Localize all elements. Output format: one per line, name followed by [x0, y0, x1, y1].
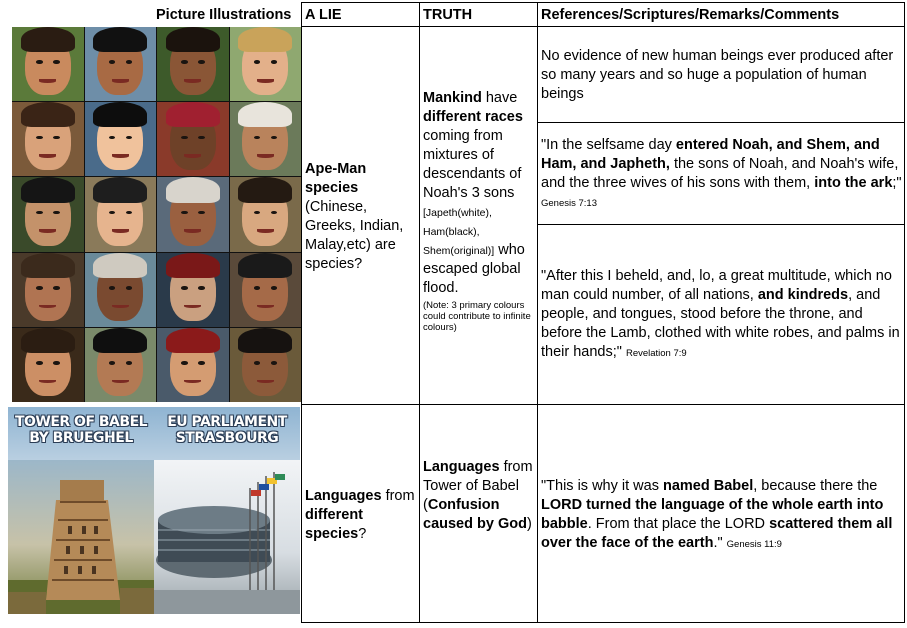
row2-lie-text-2: ? — [358, 526, 367, 542]
row1-lie-bold: Ape-Man species — [305, 161, 367, 196]
portrait-eye — [53, 361, 59, 365]
row1-ref2-text-2: the sons of Noah, and Noah's wife, and the three wives of his sons with them, — [541, 156, 899, 191]
portrait-tile — [85, 328, 157, 402]
portrait-eye — [254, 286, 260, 290]
row1-lie-text: (Chinese, Greeks, Indian, Malay,etc) are species? — [305, 199, 404, 272]
portrait-tile — [157, 27, 229, 101]
row2-ref-text-4: ." — [713, 535, 727, 551]
row-divider — [301, 404, 905, 405]
portrait-hair — [166, 27, 220, 52]
portrait-tile — [230, 177, 302, 251]
row1-truth-text-2: coming from mixtures of descendants of Noah's 3 sons — [423, 128, 522, 201]
portrait-tile — [85, 102, 157, 176]
col-border-left — [301, 2, 302, 623]
portrait-hair — [21, 102, 75, 127]
row2-lie-bold-2: different species — [305, 507, 363, 542]
portrait-mouth — [112, 154, 129, 158]
row1-ref2-bold-2: into the ark — [814, 175, 893, 191]
row2-ref-bold-3: scattered them all over the face of the earth — [541, 516, 893, 551]
col-border-right — [904, 2, 905, 623]
portrait-eye — [271, 286, 277, 290]
header-pictures: Picture Illustrations — [156, 7, 292, 23]
portrait-hair — [21, 27, 75, 52]
header-truth: TRUTH — [423, 7, 473, 23]
portrait-hair — [21, 177, 75, 202]
portrait-hair — [93, 27, 147, 52]
row2-truth-text-1: from Tower of Babel ( — [423, 459, 533, 513]
portrait-hair — [238, 253, 292, 278]
portrait-mouth — [257, 79, 274, 83]
col-border-truth-refs — [537, 2, 538, 623]
portrait-eye — [198, 361, 204, 365]
babel-parliament-image — [8, 407, 300, 614]
row2-lie-cell — [305, 487, 417, 544]
portrait-tile — [85, 177, 157, 251]
row2-ref-text-3: . From that place the LORD — [587, 516, 770, 532]
row2-lie-text-1: from — [381, 488, 415, 504]
portrait-eye — [254, 361, 260, 365]
portrait-eye — [36, 361, 42, 365]
parliament-illustration — [154, 460, 300, 614]
row1-truth-bold-1: Mankind — [423, 90, 482, 106]
portrait-hair — [166, 177, 220, 202]
row2-truth-cell — [423, 458, 535, 534]
row2-ref-citation: Genesis 11:9 — [726, 539, 782, 550]
row2-ref-bold-2: LORD turned the language of the whole earth into babble — [541, 497, 884, 532]
portrait-hair — [166, 328, 220, 353]
row1-ref2-citation: Genesis 7:13 — [541, 198, 597, 209]
portrait-hair — [93, 102, 147, 127]
portrait-tile — [157, 253, 229, 327]
row2-ref-text-1: "This is why it was — [541, 478, 663, 494]
portrait-mouth — [257, 229, 274, 233]
portrait-tile — [12, 102, 84, 176]
portrait-tile — [85, 253, 157, 327]
portrait-eye — [53, 60, 59, 64]
header-lie: A LIE — [305, 7, 342, 23]
row2-ref-bold-1: named Babel — [662, 478, 754, 494]
row1-ref-1: No evidence of new human beings ever produced after so many years and so huge a population of human beings — [541, 48, 894, 102]
portrait-hair — [238, 27, 292, 52]
row1-ref-2 — [541, 136, 903, 212]
portrait-tile — [157, 177, 229, 251]
row2-truth-bold-2: Confusion caused by God — [423, 497, 527, 532]
portrait-tile — [230, 253, 302, 327]
portrait-eye — [36, 60, 42, 64]
portrait-eye — [181, 136, 187, 140]
row1-ref2-text-1: "In the selfsame day — [541, 137, 676, 153]
portrait-eye — [181, 361, 187, 365]
portrait-mouth — [184, 154, 201, 158]
portrait-eye — [198, 60, 204, 64]
header-divider — [301, 26, 905, 27]
portrait-mouth — [39, 79, 56, 83]
portrait-tile — [230, 102, 302, 176]
row1-ref-3 — [541, 267, 903, 362]
row1-ref2-bold-1: entered Noah, and Shem, and Ham, and Japheth, — [541, 137, 880, 172]
portrait-mouth — [112, 229, 129, 233]
portrait-eye — [53, 286, 59, 290]
portrait-hair — [21, 328, 75, 353]
portrait-hair — [93, 253, 147, 278]
portrait-tile — [157, 328, 229, 402]
col-border-lie-truth — [419, 2, 420, 623]
portrait-hair — [93, 177, 147, 202]
portrait-mouth — [39, 154, 56, 158]
portrait-eye — [109, 361, 115, 365]
portrait-tile — [230, 27, 302, 101]
row1-ref3-citation: Revelation 7:9 — [625, 348, 687, 359]
portrait-hair — [93, 328, 147, 353]
caption-tower-of-babel: TOWER OF BABEL BY BRUEGHEL — [14, 414, 148, 446]
row2-lie-bold-1: Languages — [305, 488, 382, 504]
portrait-tile — [85, 27, 157, 101]
table-bottom-border — [301, 622, 905, 623]
portrait-hair — [21, 253, 75, 278]
ref-divider-1 — [538, 122, 905, 123]
portrait-tile — [157, 102, 229, 176]
row1-truth-text-1: have — [481, 90, 518, 106]
portrait-tile — [230, 328, 302, 402]
header-references: References/Scriptures/Remarks/Comments — [541, 7, 840, 23]
row2-ref — [541, 477, 903, 553]
portrait-eye — [181, 60, 187, 64]
eu-parliament-photo — [154, 460, 300, 614]
portrait-eye — [109, 286, 115, 290]
row1-ref3-text-1: "After this I beheld, and, lo, a great multitude, which no man could number, of all nations, — [541, 268, 892, 303]
row2-truth-text-2: ) — [526, 516, 532, 532]
row1-truth-cell — [423, 89, 535, 333]
row1-truth-note: (Note: 3 primary colours could contribute to infinite colours) — [423, 300, 531, 333]
portrait-hair — [166, 102, 220, 127]
portrait-eye — [36, 136, 42, 140]
portrait-eye — [198, 286, 204, 290]
portrait-hair — [238, 177, 292, 202]
faces-mosaic-image — [12, 27, 301, 402]
portrait-tile — [12, 253, 84, 327]
portrait-eye — [36, 286, 42, 290]
row1-ref3-bold-1: and kindreds — [757, 287, 849, 303]
portrait-eye — [126, 286, 132, 290]
portrait-eye — [181, 286, 187, 290]
portrait-hair — [238, 328, 292, 353]
portrait-mouth — [257, 154, 274, 158]
row2-ref-text-2: , because there the — [753, 478, 878, 494]
portrait-hair — [166, 253, 220, 278]
row1-lie-cell — [305, 160, 417, 274]
portrait-tile — [12, 27, 84, 101]
row2-truth-bold-1: Languages — [423, 459, 500, 475]
ref-divider-2 — [538, 224, 905, 225]
portrait-mouth — [112, 79, 129, 83]
row1-truth-sons: [Japeth(white), Ham(black), Shem(original)] — [423, 207, 495, 257]
portrait-mouth — [184, 79, 201, 83]
tower-of-babel-painting — [8, 460, 154, 614]
row1-ref3-text-2: , and people, and tongues, stood before the throne, and before the Lamb, clothed with white robes, and palms in their hands;" — [541, 287, 900, 360]
tower-illustration — [8, 460, 154, 614]
portrait-tile — [12, 328, 84, 402]
portrait-hair — [238, 102, 292, 127]
row1-truth-bold-2: different races — [423, 109, 523, 125]
row1-truth-text-3: who escaped global flood. — [423, 242, 525, 296]
row1-ref2-text-3: ;" — [892, 175, 902, 191]
table-top-border — [301, 2, 905, 3]
caption-eu-parliament: EU PARLIAMENT STRASBOURG — [167, 414, 287, 446]
portrait-tile — [12, 177, 84, 251]
